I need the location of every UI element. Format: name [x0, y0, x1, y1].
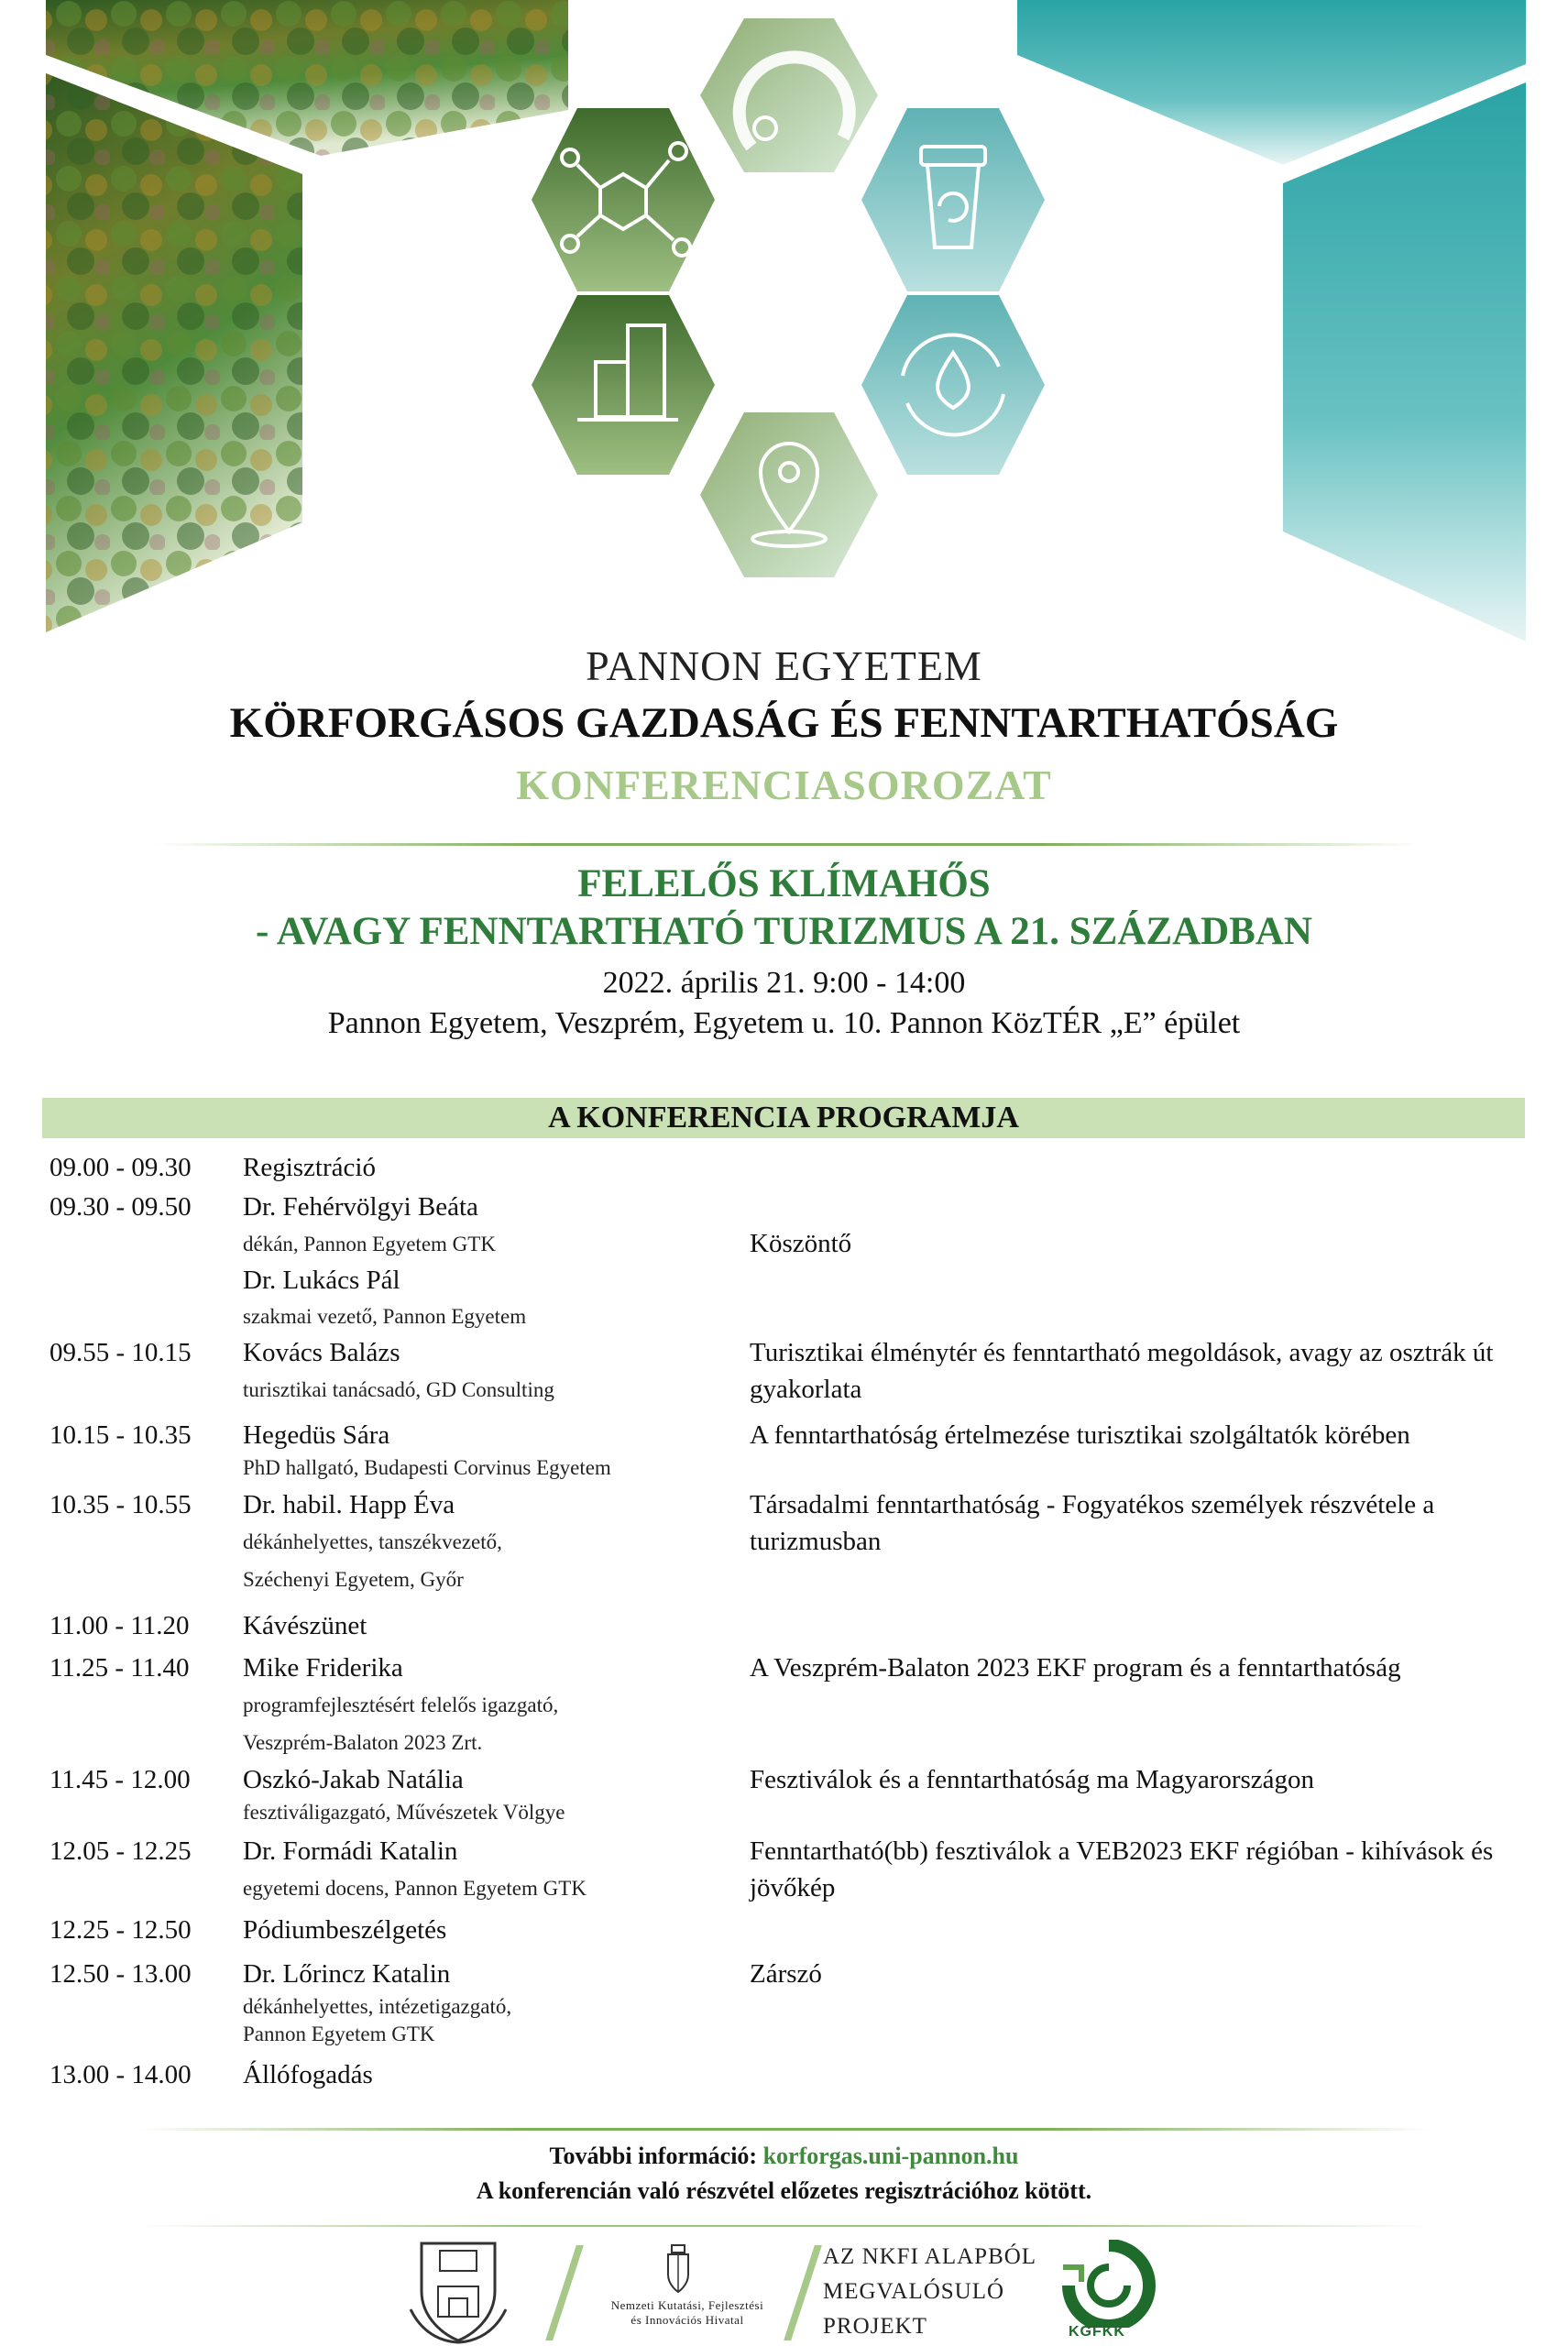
series-title: KÖRFORGÁSOS GAZDASÁG ÉS FENNTARTHATÓSÁG — [229, 699, 1339, 747]
item-name: Dr. Formádi Katalin — [243, 1836, 458, 1866]
registration-note: A konferencián való részvétel előzetes regisztrációhoz kötött. — [476, 2177, 1092, 2204]
item-topic: A fenntarthatóság értelmezése turisztikai szolgáltatók körében — [750, 1420, 1410, 1450]
series-subtitle: KONFERENCIASOROZAT — [516, 762, 1052, 808]
hex-recycle-bin — [861, 108, 1045, 291]
item-topic: Köszöntő — [750, 1229, 852, 1258]
hex-building — [532, 295, 715, 475]
green-slash — [784, 2245, 822, 2341]
item-role-2: szakmai vezető, Pannon Egyetem — [243, 1305, 527, 1328]
hero-banner — [0, 0, 1568, 641]
item-time: 12.25 - 12.50 — [49, 1915, 192, 1945]
item-name: Dr. habil. Happ Éva — [243, 1490, 455, 1519]
item-name: Regisztráció — [243, 1153, 376, 1182]
divider — [137, 2128, 1430, 2131]
more-info-label: További információ: — [549, 2143, 758, 2169]
item-time: 09.30 - 09.50 — [49, 1192, 192, 1222]
item-role: fesztiváligazgató, Művészetek Völgye — [243, 1801, 565, 1824]
item-role-b: Széchenyi Egyetem, Győr — [243, 1568, 464, 1591]
university-seal-icon — [403, 2236, 513, 2344]
item-topic: Társadalmi fenntarthatóság - Fogyatékos személyek részvétele a turizmusban — [750, 1490, 1435, 1556]
item-time: 09.55 - 10.15 — [49, 1338, 192, 1367]
item-name: Hegedüs Sára — [243, 1420, 390, 1450]
item-role: PhD hallgató, Budapesti Corvinus Egyetem — [243, 1456, 611, 1479]
item-name-2: Dr. Lukács Pál — [243, 1266, 400, 1295]
item-time: 13.00 - 14.00 — [49, 2060, 192, 2089]
coat-of-arms-icon — [664, 2242, 692, 2295]
item-time: 11.25 - 11.40 — [49, 1653, 190, 1683]
item-name: Kovács Balázs — [243, 1338, 400, 1367]
hero-illustration — [0, 0, 1568, 641]
divider — [137, 2225, 1430, 2227]
item-role: dékánhelyettes, intézetigazgató, — [243, 1995, 512, 2018]
kgfkk-label: KGFKK — [1069, 2324, 1125, 2340]
hex-sea-gauge — [700, 18, 878, 172]
event-date: 2022. április 21. 9:00 - 14:00 — [602, 966, 966, 1000]
item-name: Állófogadás — [243, 2060, 373, 2089]
item-role: turisztikai tanácsadó, GD Consulting — [243, 1378, 554, 1401]
event-title-line1: FELELŐS KLÍMAHŐS — [577, 862, 991, 905]
item-role: dékánhelyettes, tanszékvezető, — [243, 1530, 502, 1553]
nkfih-line1: Nemzeti Kutatási, Fejlesztési — [610, 2298, 764, 2312]
project-line3: PROJEKT — [823, 2314, 927, 2339]
project-line2: MEGVALÓSULÓ — [823, 2279, 1005, 2304]
more-info — [0, 2143, 1568, 2170]
item-time: 11.00 - 11.20 — [49, 1611, 190, 1640]
item-name: Oszkó-Jakab Natália — [243, 1765, 464, 1794]
item-role: programfejlesztésért felelős igazgató, — [243, 1694, 559, 1716]
item-role-b: Veszprém-Balaton 2023 Zrt. — [243, 1731, 483, 1754]
item-time: 10.35 - 10.55 — [49, 1490, 192, 1519]
item-name: Dr. Fehérvölgyi Beáta — [243, 1192, 478, 1222]
item-time: 12.50 - 13.00 — [49, 1959, 192, 1989]
divider — [156, 843, 1420, 846]
item-topic: Zárszó — [750, 1959, 822, 1989]
item-time: 09.00 - 09.30 — [49, 1153, 192, 1182]
item-topic: Fenntartható(bb) fesztiválok a VEB2023 EKF régióban - kihívások és jövőkép — [750, 1836, 1494, 1902]
hex-water-cycle — [861, 295, 1045, 475]
item-topic: Fesztiválok és a fenntarthatóság ma Magyarországon — [750, 1765, 1315, 1794]
nkfih-name — [587, 2298, 788, 2328]
nkfih-line2: és Innovációs Hivatal — [630, 2313, 744, 2327]
program-heading: A KONFERENCIA PROGRAMJA — [42, 1098, 1525, 1138]
item-time: 10.15 - 10.35 — [49, 1420, 192, 1450]
info-link[interactable]: korforgas.uni-pannon.hu — [762, 2143, 1019, 2169]
nkfi-project-label — [823, 2240, 1036, 2344]
hex-molecule — [532, 108, 715, 291]
item-topic: A Veszprém-Balaton 2023 EKF program és a fenntarthatóság — [750, 1653, 1401, 1683]
item-role: egyetemi docens, Pannon Egyetem GTK — [243, 1877, 587, 1900]
item-role: dékán, Pannon Egyetem GTK — [243, 1233, 496, 1255]
item-time: 12.05 - 12.25 — [49, 1836, 192, 1866]
hex-location-pin — [700, 412, 878, 577]
event-location: Pannon Egyetem, Veszprém, Egyetem u. 10. Pannon KözTÉR „E” épület — [327, 1006, 1241, 1040]
item-time: 11.45 - 12.00 — [49, 1765, 191, 1794]
item-name: Kávészünet — [243, 1611, 367, 1640]
item-name: Pódiumbeszélgetés — [243, 1915, 447, 1945]
item-role-b: Pannon Egyetem GTK — [243, 2023, 435, 2045]
item-name: Dr. Lőrincz Katalin — [243, 1959, 451, 1989]
project-line1: AZ NKFI ALAPBÓL — [823, 2244, 1037, 2269]
footer-logos — [0, 2236, 1568, 2346]
item-name: Mike Friderika — [243, 1653, 403, 1683]
event-title-line2: - AVAGY FENNTARTHATÓ TURIZMUS A 21. SZÁZADBAN — [256, 910, 1312, 953]
university-name: PANNON EGYETEM — [586, 642, 982, 689]
kgfkk-logo-icon — [1045, 2240, 1173, 2328]
item-topic: Turisztikai élménytér és fenntartható megoldások, avagy az osztrák út gyakorlata — [750, 1338, 1494, 1404]
green-slash — [545, 2245, 584, 2341]
